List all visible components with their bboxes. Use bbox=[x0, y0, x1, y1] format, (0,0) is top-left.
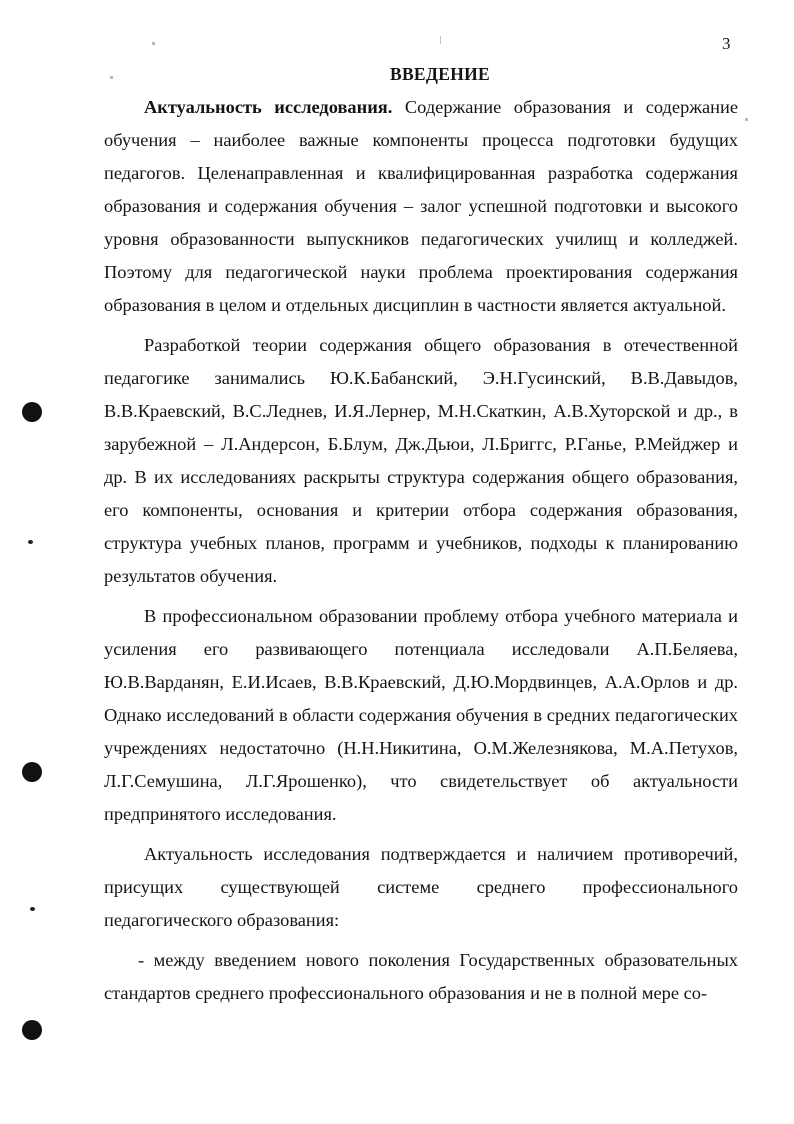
punch-hole-1 bbox=[22, 402, 42, 422]
paragraph-relevance bbox=[104, 91, 738, 322]
paragraph-text: Содержание образования и содержание обучения – наиболее важные компоненты процесса подготовки будущих педагогов. Целенаправленная и квалифицированная разработка содержания образования и содержания обучения – залог успешной подготовки и высокого уровня образованности выпускников педагогических училищ и колледжей. Поэтому для педагогической науки проблема проектирования содержания образования в целом и отдельных дисциплин в частности является актуальной. bbox=[104, 97, 738, 315]
punch-hole-2 bbox=[22, 762, 42, 782]
body-text bbox=[104, 91, 738, 1017]
paragraph-text: Разработкой теории содержания общего образования в отечественной педагогике занимались Ю.К.Бабанский, Э.Н.Гусинский, В.В.Давыдов, В.В.Краевский, В.С.Леднев, И.Я.Лернер, М.Н.Скаткин, А.В.Хуторской и др., в зарубежной – Л.Андерсон, Б.Блум, Дж.Дьюи, Л.Бриггс, Р.Ганье, Р.Мейджер и др. В их исследованиях раскрыты структура содержания общего образования, его компоненты, основания и критерии отбора содержания образования, структура учебных планов, программ и учебников, подходы к планированию результатов обучения. bbox=[104, 335, 738, 586]
scan-mark-3 bbox=[745, 118, 748, 121]
page-number: 3 bbox=[722, 34, 731, 53]
paragraph-lead: Актуальность исследования. bbox=[144, 97, 393, 117]
page-title: ВВЕДЕНИЕ bbox=[389, 64, 491, 84]
scan-speck-2 bbox=[30, 907, 35, 911]
paragraph-contradictions bbox=[104, 838, 738, 937]
scan-speck-1 bbox=[28, 540, 33, 544]
paragraph-general-theory bbox=[104, 329, 738, 593]
paragraph-contradiction-item bbox=[104, 944, 738, 1010]
punch-hole-3 bbox=[22, 1020, 42, 1040]
scan-mark-4 bbox=[440, 36, 441, 44]
paragraph-text: Актуальность исследования подтверждается и наличием противоречий, присущих существующей системе среднего профессионального педагогического образования: bbox=[104, 844, 738, 930]
paragraph-text: - между введением нового поколения Государственных образовательных стандартов среднего профессионального образования и не в полной мере со- bbox=[104, 950, 738, 1003]
paragraph-text: В профессиональном образовании проблему отбора учебного материала и усиления его развивающего потенциала исследовали А.П.Беляева, Ю.В.Варданян, Е.И.Исаев, В.В.Краевский, Д.Ю.Мордвинцев, А.А.Орлов и др. Однако исследований в области содержания обучения в средних педагогических учреждениях недостаточно (Н.Н.Никитина, О.М.Железнякова, М.А.Петухов, Л.Г.Семушина, Л.Г.Ярошенко), что свидетельствует об актуальности предпринятого исследования. bbox=[104, 606, 738, 824]
scan-mark-1 bbox=[152, 42, 155, 45]
paragraph-professional-education bbox=[104, 600, 738, 831]
